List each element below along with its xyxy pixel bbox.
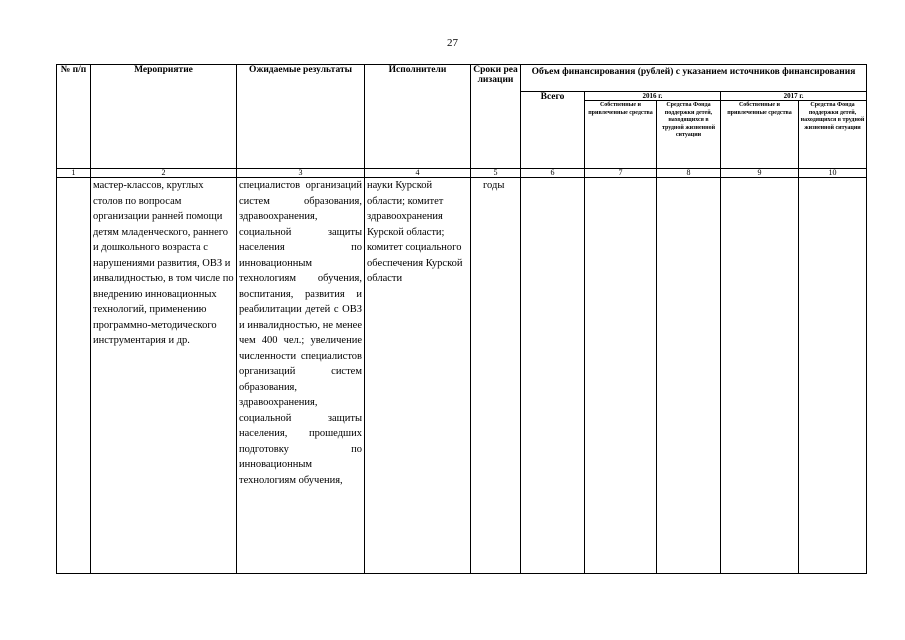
column-number-row (57, 169, 867, 178)
column-number: 6 (521, 169, 585, 178)
column-number: 3 (237, 169, 365, 178)
header-financing: Объем финансирования (рублей) с указанием источников финансирования (521, 65, 867, 92)
cell-own-funds-2016 (585, 178, 657, 574)
header-activity: Мероприятие (91, 65, 237, 169)
column-number: 8 (657, 169, 721, 178)
cell-number (57, 178, 91, 574)
column-number: 7 (585, 169, 657, 178)
header-own-funds-2016: Собственные и привлеченные средства (585, 101, 657, 169)
header-number: № п/п (57, 65, 91, 169)
header-total: Всего (521, 92, 585, 169)
header-fund-support-2017: Средства Фонда поддержки детей, находящихся в трудной жизненной ситуации (799, 101, 867, 169)
column-number: 4 (365, 169, 471, 178)
page-number: 27 (447, 37, 458, 49)
cell-activity: мастер-классов, круглых столов по вопросам организации ранней помощи детям младенческого, раннего и дошкольного возраста с нарушениями развития, ОВЗ и инвалидностью, в том числе по внедрению инновационных технологий, применению программно-методического инструментария и др. (91, 178, 237, 574)
column-number: 5 (471, 169, 521, 178)
header-year-2016: 2016 г. (585, 92, 721, 101)
cell-executors: науки Курской области; комитет здравоохранения Курской области; комитет социального обеспечения Курской области (365, 178, 471, 574)
column-number: 1 (57, 169, 91, 178)
cell-fund-support-2017 (799, 178, 867, 574)
column-number: 10 (799, 169, 867, 178)
cell-deadlines: годы (471, 178, 521, 574)
column-number: 2 (91, 169, 237, 178)
cell-expected-results: специалистов организаций систем образования, здравоохранения, социальной защиты населения по инновационным технологиям обучения, воспитания, развития и реабилитации детей с ОВЗ и инвалидностью, не менее чем 400 чел.; увеличение численности специалистов организаций систем образования, здравоохранения, социальной защиты населения, прошедших подготовку по инновационным технологиям обучения, (237, 178, 365, 574)
header-own-funds-2017: Собственные и привлеченные средства (721, 101, 799, 169)
financing-table (56, 64, 867, 574)
cell-own-funds-2017 (721, 178, 799, 574)
cell-total (521, 178, 585, 574)
header-fund-support-2016: Средства Фонда поддержки детей, находящихся в трудной жизненной ситуации (657, 101, 721, 169)
column-number: 9 (721, 169, 799, 178)
cell-fund-support-2016 (657, 178, 721, 574)
table-row (57, 178, 867, 574)
header-year-2017: 2017 г. (721, 92, 867, 101)
header-executors: Исполнители (365, 65, 471, 169)
header-deadlines: Сроки реализации (471, 65, 521, 169)
header-expected-results: Ожидаемые результаты (237, 65, 365, 169)
